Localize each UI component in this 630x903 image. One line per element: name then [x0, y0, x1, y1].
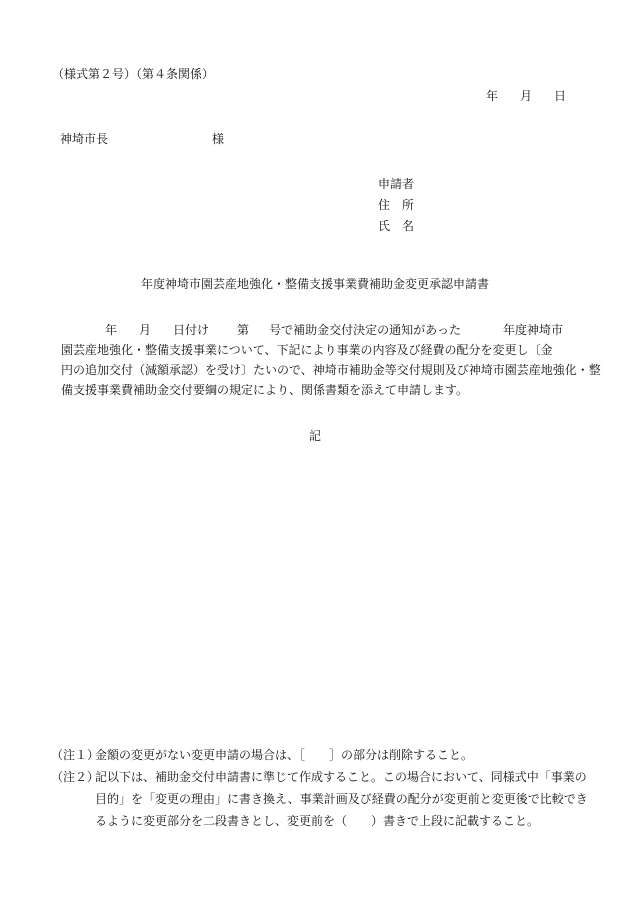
date-day: 日	[554, 89, 567, 103]
applicant-address-label: 住 所	[378, 198, 415, 212]
note-2-line-1: 記以下は、補助金交付申請書に準じて作成すること。この場合において、同様式中「事業の	[95, 770, 587, 784]
date-month: 月	[520, 89, 533, 103]
addressee-honorific: 様	[212, 132, 225, 146]
addressee	[60, 131, 225, 147]
note-1-label: （注１）	[51, 748, 100, 762]
note-2-line-3: るように変更部分を二段書きとし、変更前を（ ）書きで上段に記載すること。	[95, 814, 540, 828]
body-line-3: 円の追加交付（減額承認）を受け〕たいので、神埼市補助金等交付規則及び神埼市園芸産地強化・整	[61, 363, 601, 377]
body-after-number: 号で補助金交付決定の通知があった	[269, 323, 461, 337]
body-line-1	[61, 320, 581, 340]
form-number: （様式第２号）（第４条関係）	[52, 67, 215, 81]
addressee-name: 神埼市長	[60, 132, 109, 146]
date-line	[486, 88, 566, 104]
body-line-2: 園芸産地強化・整備支援事業について、下記により事業の内容及び経費の配分を変更し〔金	[61, 343, 553, 357]
applicant-block	[378, 174, 414, 237]
body-line1-end: 年度神埼市	[502, 323, 563, 337]
note-1	[51, 744, 591, 766]
note-1-line-1: 金額の変更がない変更申請の場合は、［ ］の部分は削除すること。	[95, 748, 474, 762]
body-text	[61, 320, 601, 400]
note-2	[51, 766, 591, 832]
body-dated: 日付け	[173, 323, 210, 337]
body-year: 年	[105, 323, 118, 337]
applicant-name-label: 氏 名	[378, 219, 415, 233]
applicant-label: 申請者	[378, 177, 415, 191]
date-year: 年	[486, 89, 499, 103]
document-title: 年度神埼市園芸産地強化・整備支援事業費補助金変更承認申請書	[140, 277, 489, 291]
ki-heading: 記	[308, 429, 321, 443]
body-number-prefix: 第	[237, 323, 250, 337]
body-month: 月	[139, 323, 152, 337]
note-2-line-2: 目的」を「変更の理由」に書き換え、事業計画及び経費の配分が変更前と変更後で比較でき	[95, 792, 588, 806]
body-line-4: 備支援事業費補助金交付要綱の規定により、関係書類を添えて申請します。	[61, 383, 469, 397]
notes	[51, 744, 591, 832]
note-2-label: （注２）	[51, 770, 100, 784]
